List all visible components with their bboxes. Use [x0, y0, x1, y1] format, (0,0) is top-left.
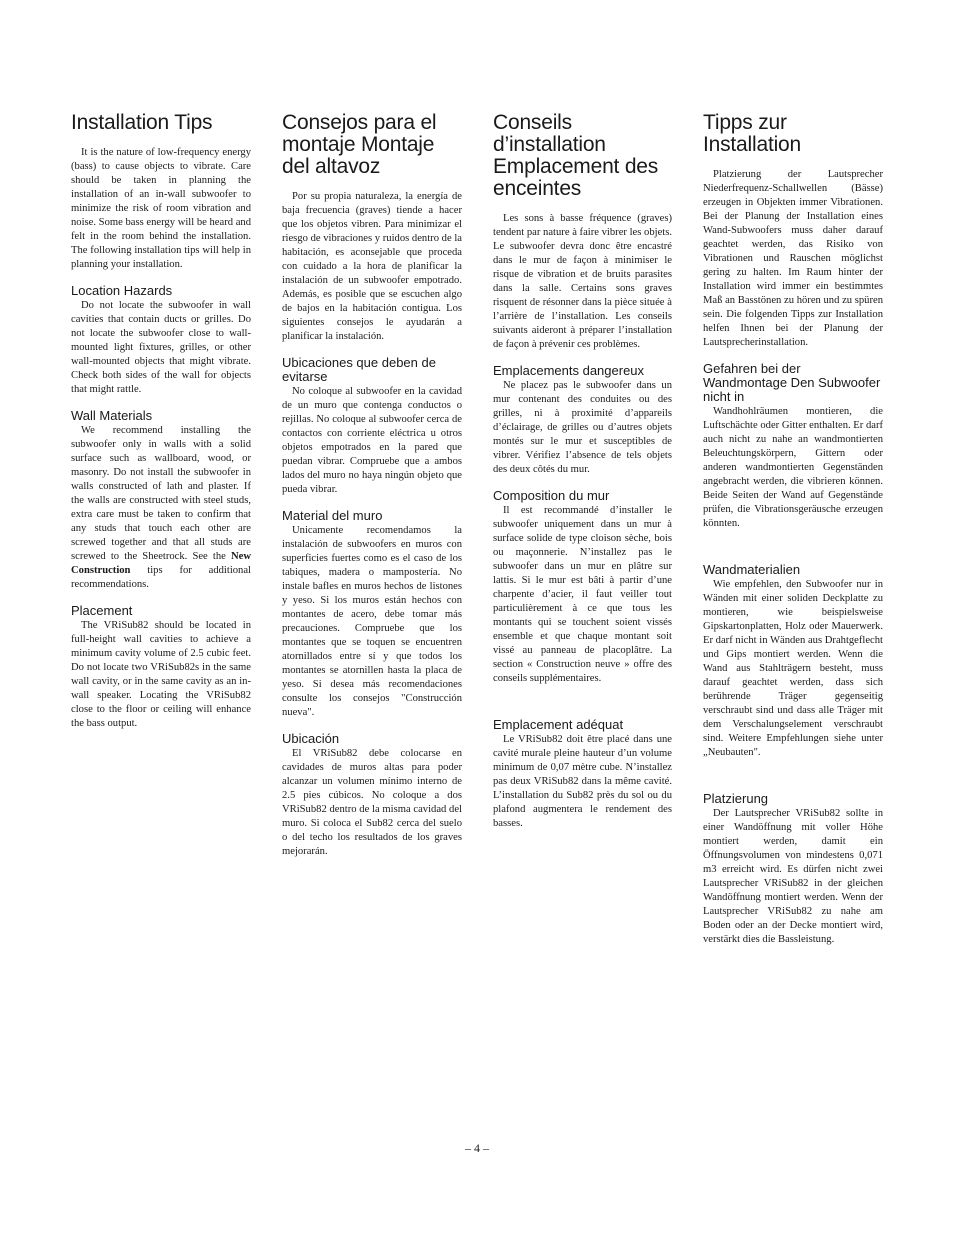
- location-heading: Gefahren bei der Wandmontage Den Subwoofer nicht in: [703, 361, 881, 404]
- column-spanish: [282, 112, 462, 859]
- spacer: [493, 686, 672, 706]
- location-heading: Emplacements dangereux: [493, 363, 645, 378]
- section-title: Installation Tips: [71, 111, 213, 134]
- location-heading: Ubicaciones que deben de evitarse: [282, 355, 436, 384]
- wall-heading: Wandmaterialien: [703, 562, 801, 577]
- placement-paragraph: Der Lautsprecher VRiSub82 sollte in einer Wandöffnung mit voller Höhe montiert werden, damit ein Öffnungsvolumen von mindestens 0,071 m3 erreicht wird. Es dürfen nicht zwei Lautsprecher VRiSub82 in der gleichen Wandöffnung montiert werden. Wenn der Lautsprecher VRiSub82 zu nahe am Boden oder an der Decke montiert wird, verstärkt dies die Bassleistung.: [703, 808, 883, 945]
- placement-paragraph: El VRiSub82 debe colocarse en cavidades de muros altas para poder alcanzar un volumen mínimo interno de 2.5 pies cúbicos. No coloque a dos VRiSub82 dentro de la misma cavidad del muro. Si coloca el Sub82 cerca del suelo o del techo los resultados de los graves mejorarán.: [282, 748, 462, 857]
- column-german: [703, 112, 883, 947]
- wall-text-b: tips for additional recommendations.: [71, 565, 251, 590]
- placement-paragraph: The VRiSub82 should be located in full-height wall cavities to achieve a minimum cavity volume of 2.5 cubic feet. Do not locate two VRiSub82s in the same wall cavity, or in the same cavity as an in-wall speaker. Locating the VRiSub82 close to the floor or ceiling will enhance the bass output.: [71, 620, 251, 729]
- wall-heading: Material del muro: [282, 508, 383, 523]
- intro-paragraph: It is the nature of low-frequency energy (bass) to cause objects to vibrate. Care should be taken in planning the installation of an in-wall subwoofer to minimize the risk of room vibration and noise. Some bass energy will be heard and felt in the room behind the installation. The following installation tips will help in planning your installation.: [71, 147, 251, 270]
- placement-heading: Placement: [71, 603, 133, 618]
- page-number: – 4 –: [465, 1141, 489, 1155]
- location-heading: Location Hazards: [71, 283, 173, 298]
- new-construction-ref: New Construction: [71, 551, 251, 576]
- wall-heading: Wall Materials: [71, 408, 153, 423]
- spacer: [703, 531, 883, 551]
- column-english: [71, 112, 251, 731]
- wall-paragraph: [71, 424, 251, 592]
- placement-heading: Emplacement adéquat: [493, 717, 624, 732]
- wall-paragraph: Unicamente recomendamos la instalación de subwoofers en muros con superficies fuertes como es el caso de los tabiques, madera o mampostería. No instale bafles en muros hechos de listones y yeso. Si los muros están hechos con montantes de acero, debe tomar más precauciones. Compruebe que los montantes que se toquen se encuentren atornillados entre sí y que todos los montantes se atornillen hasta la placa de yeso. Si desea más recomendaciones consulte los consejos "Construcción nueva".: [282, 525, 462, 718]
- wall-heading: Composition du mur: [493, 488, 610, 503]
- location-paragraph: Do not locate the subwoofer in wall cavities that contain ducts or grilles. Do not locate the subwoofer close to wall-mounted light fixtures, grilles, or other wall-mounted objects that might vibrate. Check both sides of the wall for objects that might rattle.: [71, 300, 251, 395]
- placement-heading: Ubicación: [282, 731, 340, 746]
- intro-paragraph: Platzierung der Lautsprecher Niederfrequenz-Schallwellen (Bässe) erzeugen in Objekten immer Vibrationen. Bei der Planung der Installation eines Wand-Subwoofers muss daher darauf geachtet werden, das Risiko von Vibrationen und Rauschen möglichst gering zu halten. Im Raum hinter der Installation wird immer ein bestimmtes Maß an Basstönen zu hören und zu spüren sein. Die folgenden Tipps zur Installation helfen Ihnen bei der Planung der Lautsprecherinstallation.: [703, 169, 883, 348]
- wall-paragraph: Il est recommandé d’installer le subwoofer uniquement dans un mur à surface solide de type cloison sèche, bois ou maçonnerie. N’installez pas le subwoofer dans un mur en plâtre sur lattis. Si le mur est bâti à partir d’une charpente d’acier, il faut veiller tout particulièrement à ce que tous les montants qui se touchent soient vissés ensemble et que chaque montant soit vissé au panneau de placoplâtre. La section « Construction neuve » offre des conseils supplémentaires.: [493, 505, 672, 684]
- location-paragraph: Wandhohlräumen montieren, die Luftschächte oder Gitter enthalten. Er darf auch nicht zu nahe an wandmontierten Beleuchtungskörpern, Gittern oder anderen wandmontierten Gegenständen angebracht werden, die vibrieren können. Beide Seiten der Wand auf Gegenstände prüfen, die Vibrationsgeräusche erzeugen könnten.: [703, 406, 884, 529]
- column-french: [493, 112, 672, 831]
- intro-paragraph: Por su propia naturaleza, la energía de baja frecuencia (graves) tiende a hacer que los objetos vibren. Para minimizar el riesgo de vibraciones y ruidos dentro de la habitación, es aconsejable que proceda con cuidado a la hora de planificar la instalación de un subwoofer empotrado. Además, es posible que se escuchen algo de bajos en la habitación contigua. Los siguientes consejos le ayudarán a planificar la instalación.: [282, 191, 462, 342]
- intro-paragraph: Les sons à basse fréquence (graves) tendent par nature à faire vibrer les objets. Le subwoofer devra donc être encastré dans le mur de façon à minimiser le risque de vibration et de bruits parasites dans la salle. Certains sons graves risquent de résonner dans la pièce située à l’arrière de l’installation. Les conseils suivants aideront à préparer l’installation de façon à prévenir ces problèmes.: [493, 213, 672, 350]
- wall-text-a: We recommend installing the subwoofer only in walls with a solid surface such as wallboard, wood, or masonry. Do not install the subwoofer in walls constructed of lath and plaster. If the walls are constructed with steel studs, extra care must be taken to confirm that any studs that touch each other are screwed together and that all studs are screwed to the Sheetrock. See the: [71, 425, 251, 562]
- placement-paragraph: Le VRiSub82 doit être placé dans une cavité murale pleine hauteur d’un volume minimum de 0,07 mètre cube. N’installez pas deux VRiSub82 dans la même cavité. L’installation du Sub82 près du sol ou du plafond augmentera le rendement des basses.: [493, 734, 672, 829]
- section-title: Tipps zur Installation: [703, 111, 801, 156]
- location-paragraph: No coloque al subwoofer en la cavidad de un muro que contenga conductos o rejillas. No coloque al subwoofer cerca de contactos con corriente eléctrica u otros objetos empotrados en la pared que puedan vibrar. Compruebe que a ambos lados del muro no haya ningún objeto que pueda vibrar.: [282, 386, 462, 495]
- section-title: Conseils d’installation Emplacement des enceintes: [493, 111, 659, 200]
- placement-heading: Platzierung: [703, 791, 769, 806]
- spacer: [703, 760, 883, 780]
- section-title: Consejos para el montaje Montaje del altavoz: [282, 111, 437, 178]
- location-paragraph: Ne placez pas le subwoofer dans un mur contenant des conduites ou des grilles, ni à proximité d’appareils d’éclairage, de grilles ou d’autres objets montés sur le mur et susceptibles de vibrer. Vérifiez l’absence de tels objets des deux côtés du mur.: [493, 380, 672, 475]
- wall-paragraph: Wie empfehlen, den Subwoofer nur in Wänden mit einer soliden Deckplatte zu montieren, wie beispielsweise Gipskartonplatten, Holz oder Mauerwerk. Er darf nicht in Wänden aus Drahtgeflecht und Gips montiert werden. Wenn die Wand aus Stahlträgern besteht, muss darauf geachtet werden, dass sich berührende Träger gegenseitig verschraubt sind und dass alle Träger mit dem Verschalungselement verschraubt sind. Weitere Empfehlungen siehe unter „Neubauten".: [703, 579, 883, 758]
